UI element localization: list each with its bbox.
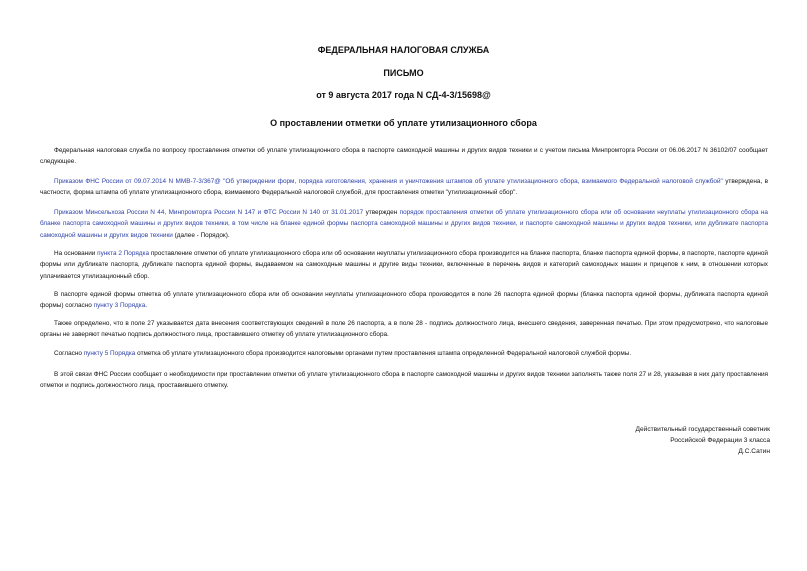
paragraph-conclusion: В этой связи ФНС России сообщает о необходимости при проставлении отметки об уплате утилизационного сбора в паспорте самоходной машины и других видов техники заполнять также поля 27 и 28, указывая в них дату проставления отметки и подпись должностного лица, проставившего отметку.: [40, 371, 768, 390]
signature-name: Д.С.Сатин: [738, 448, 770, 455]
link-point-3[interactable]: пункту 3 Порядка: [93, 302, 146, 310]
document-type: ПИСЬМО: [383, 68, 424, 78]
paragraph-text: проставление отметки об уплате утилизационного сбора или об основании неуплаты утилизационного сбора производится на бланке паспорта, бланке паспорта единой формы, в паспорте, паспорте единой формы или дубликате паспорта, дубликате паспорта единой формы, выдаваемом на самоходные машины и другие виды техники, включенные в перечень видов и категорий самоходных машин и прицепов к ним, в отношении которых уплачивается утилизационный сбор.: [40, 250, 768, 280]
document-date-number: от 9 августа 2017 года N СД-4-3/15698@: [316, 90, 491, 100]
link-fns-order[interactable]: Приказом ФНС России от 09.07.2014 N ММВ-7-3/367@ "Об утверждении форм, порядка изготовления, хранения и уничтожения штампов об уплате утилизационного сбора, взимаемого Федеральной налоговой службой": [54, 178, 723, 185]
signature-title: Действительный государственный советник: [635, 426, 770, 433]
document-title: О проставлении отметки об уплате утилизационного сбора: [270, 118, 537, 128]
paragraph-text: (далее - Порядок).: [172, 231, 230, 239]
paragraph-text: отметка об уплате утилизационного сбора производится налоговыми органами путем проставления штампа определенной Федеральной налоговой службой формы.: [135, 350, 632, 357]
signature-class: Российской Федерации 3 класса: [670, 437, 770, 444]
paragraph-text: Согласно: [54, 350, 84, 357]
paragraph-point-2: [40, 248, 768, 282]
paragraph-text: На основании: [54, 250, 98, 257]
link-joint-order[interactable]: Приказом Минсельхоза России N 44, Минпромторга России N 147 и ФТС России N 140 от 31.01.2017: [54, 209, 364, 216]
paragraph-intro: Федеральная налоговая служба по вопросу проставления отметки об уплате утилизационного сбора в паспорте самоходной машины и других видов техники и с учетом письма Минпромторга России от 06.06.2017 N 36102/07 сообщает следующее.: [40, 147, 768, 166]
paragraph-fns-order: [40, 176, 768, 199]
paragraph-text: .: [145, 302, 148, 310]
paragraph-point-3: [40, 289, 768, 312]
paragraph-text: утверждена, в частности, форма штампа об уплате утилизационного сбора, взимаемого Федеральной налоговой службой, для проставления отметки "утилизационный сбор".: [40, 178, 769, 197]
paragraph-text: В паспорте единой формы отметка об уплате утилизационного сбора или об основании неуплаты утилизационного сбора производится в поле 26 паспорта единой формы (бланка паспорта единой формы, дубликата паспорта единой формы) согласно: [40, 291, 768, 310]
paragraph-fields: Также определено, что в поле 27 указывается дата внесения соответствующих сведений в поле 26 паспорта, а в поле 28 - подпись должностного лица, внесшего сведения, заверенная печатью. При этом предусмотрено, что налоговые органы не заверяют печатью подпись должностного лица, проставившего отметку об уплате утилизационного сбора.: [40, 320, 768, 339]
paragraph-point-5: [40, 348, 768, 359]
link-procedure[interactable]: порядок проставления отметки об уплате утилизационного сбора или об основании неуплаты утилизационного сбора на бланке паспорта самоходной машины и других видов техники, в том числе на бланке единой формы паспорта самоходной машины и других видов техники, и паспорте самоходной машины и других видов техники, или дубликате паспорта самоходной машины и других видов техники: [40, 209, 768, 239]
paragraph-joint-order: [40, 207, 768, 241]
link-point-2[interactable]: пункта 2 Порядка: [97, 250, 150, 257]
paragraph-text: утвержден: [363, 209, 400, 216]
link-point-5[interactable]: пункту 5 Порядка: [83, 350, 136, 357]
agency-heading: ФЕДЕРАЛЬНАЯ НАЛОГОВАЯ СЛУЖБА: [317, 45, 490, 55]
